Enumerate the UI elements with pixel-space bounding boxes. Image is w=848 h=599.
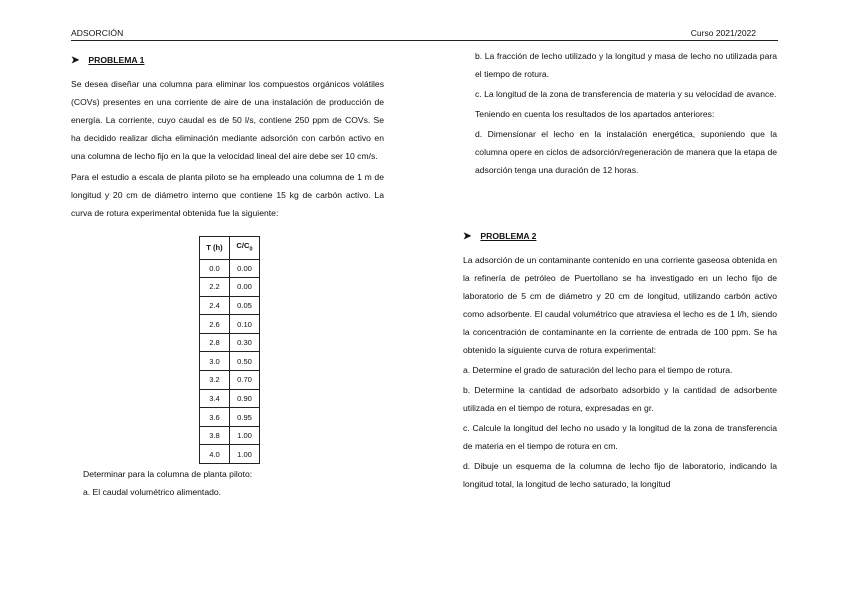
table-cell-time: 3.4: [200, 389, 230, 408]
table-row: [200, 389, 260, 408]
arrow-bullet-icon: ➤: [71, 55, 80, 66]
table-cell-ratio: 0.50: [230, 352, 260, 371]
table-header-time: T (h): [200, 237, 230, 260]
problema2-item-a: a. Determine el grado de saturación del lecho para el tiempo de rotura.: [463, 365, 733, 375]
problema1-determine: Determinar para la columna de planta piloto:: [83, 469, 253, 480]
table-cell-ratio: 0.10: [230, 315, 260, 334]
problema2-paragraph-1: La adsorción de un contaminante contenido en una corriente gaseosa obtenida en la refinería de petróleo de Puertollano se ha investigado en un lecho fijo de laboratorio de 5 cm de diámetro y 20 cm de longitud, utilizando carbón activo como adsorbente. El caudal volumétrico que atraviesa el lecho es de 1 l/h, siendo la concentración de contaminante en la corriente de entrada de 100 ppm. Se ha obtenido la siguiente curva de rotura experimental:: [463, 255, 777, 355]
problema2-item-b: b. Determine la cantidad de adsorbato adsorbido y la cantidad de adsorbente utilizada en el tiempo de rotura, expresadas en gr.: [463, 385, 777, 413]
problema1-title-text: PROBLEMA 1: [88, 55, 145, 65]
table-row: [200, 333, 260, 352]
table-cell-ratio: 0.05: [230, 296, 260, 315]
table-cell-ratio: 0.95: [230, 408, 260, 427]
table-row: [200, 278, 260, 297]
problema1-item-c: c. La longitud de la zona de transferencia de materia y su velocidad de avance.: [475, 89, 777, 99]
table-cell-ratio: 0.30: [230, 333, 260, 352]
table-row: [200, 352, 260, 371]
table-cell-time: 2.8: [200, 333, 230, 352]
section-gap: [463, 179, 777, 227]
table-row: [200, 426, 260, 445]
table-row: [200, 371, 260, 390]
problema1-item-b: b. La fracción de lecho utilizado y la longitud y masa de lecho no utilizada para el tiempo de rotura.: [475, 51, 777, 79]
table-row: [200, 259, 260, 278]
table-cell-ratio: 0.70: [230, 371, 260, 390]
table-cell-time: 3.0: [200, 352, 230, 371]
problema1-paragraph-2: Para el estudio a escala de planta piloto se ha empleado una columna de 1 m de longitud y 20 cm de diámetro interno que contiene 15 kg de carbón activo. La curva de rotura experimental obtenida fue la siguiente:: [71, 172, 384, 218]
table-cell-time: 0.0: [200, 259, 230, 278]
table-header-ratio-text: C/C: [236, 241, 250, 250]
table-cell-time: 3.6: [200, 408, 230, 427]
problema2-title-text: PROBLEMA 2: [480, 231, 537, 241]
table-cell-ratio: 0.90: [230, 389, 260, 408]
table-cell-time: 4.0: [200, 445, 230, 464]
table-cell-time: 3.8: [200, 426, 230, 445]
table-cell-ratio: 1.00: [230, 426, 260, 445]
table-row: [200, 296, 260, 315]
table-cell-ratio: 0.00: [230, 278, 260, 297]
table-cell-ratio: 0.00: [230, 259, 260, 278]
table-cell-time: 2.4: [200, 296, 230, 315]
left-column: [71, 51, 384, 501]
problema1-item-d: d. Dimensionar el lecho en la instalación energética, suponiendo que la columna opere en ciclos de adsorción/regeneración de manera que la etapa de adsorción tenga una duración de 12 horas.: [475, 129, 777, 175]
table-row: [200, 445, 260, 464]
problema1-title: [71, 51, 384, 70]
table-row: [200, 408, 260, 427]
table-cell-time: 2.2: [200, 278, 230, 297]
table-body: [200, 259, 260, 464]
table-row: [200, 315, 260, 334]
problema1-teniendo: Teniendo en cuenta los resultados de los apartados anteriores:: [475, 109, 715, 119]
table-header-ratio: [230, 237, 260, 260]
header-course: Curso 2021/2022: [690, 28, 756, 38]
header-rule: [71, 40, 778, 41]
breakthrough-table: [199, 236, 260, 464]
problema2-title: [463, 227, 777, 246]
problema2-item-d: d. Dibuje un esquema de la columna de lecho fijo de laboratorio, indicando la longitud total, la longitud de lecho saturado, la longitud: [463, 461, 777, 489]
header-topic: ADSORCIÓN: [71, 28, 124, 38]
table-cell-time: 2.6: [200, 315, 230, 334]
problema1-paragraph-1: Se desea diseñar una columna para eliminar los compuestos orgánicos volátiles (COVs) presentes en una corriente de aire de una instalación de producción de energía. La corriente, cuyo caudal es de 50 l/s, contiene 250 ppm de COVs. Se ha decidido realizar dicha eliminación mediante adsorción con carbón activo en una columna de lecho fijo en la que la velocidad lineal del aire debe ser 10 cm/s.: [71, 79, 384, 161]
arrow-bullet-icon: ➤: [463, 231, 472, 242]
table-header-row: [200, 237, 260, 260]
table-header-ratio-sub: 0: [249, 246, 253, 253]
table-cell-time: 3.2: [200, 371, 230, 390]
problema1-item-a: a. El caudal volumétrico alimentado.: [83, 487, 222, 498]
problema2-item-c: c. Calcule la longitud del lecho no usado y la longitud de la zona de transferencia de materia en el tiempo de rotura en cm.: [463, 423, 777, 451]
right-column: [463, 47, 777, 493]
table-cell-ratio: 1.00: [230, 445, 260, 464]
